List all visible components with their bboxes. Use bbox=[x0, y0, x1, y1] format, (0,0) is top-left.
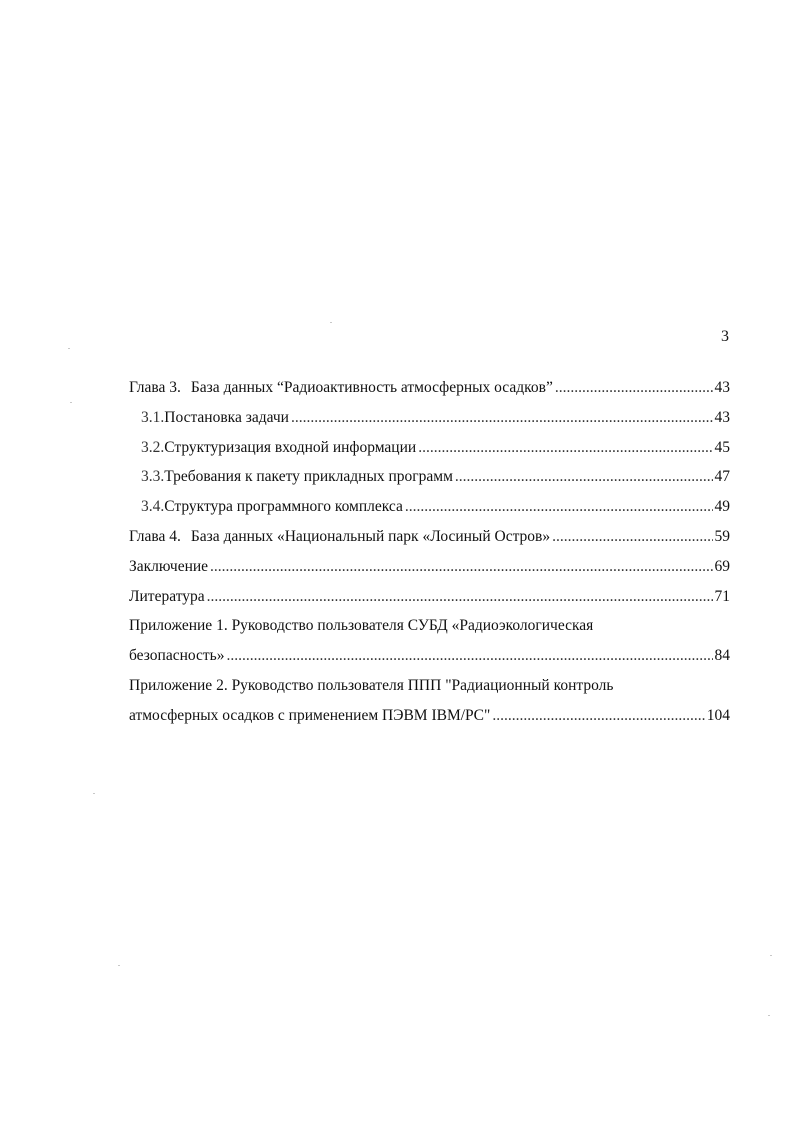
toc-entry-title: Постановка задачи bbox=[164, 408, 289, 426]
toc-entry-page: 49 bbox=[714, 498, 730, 516]
scan-speck bbox=[768, 1015, 770, 1016]
toc-entry-number: Глава 4. bbox=[129, 527, 181, 545]
dot-leader bbox=[555, 373, 713, 403]
toc-entry-literature[interactable] bbox=[129, 582, 730, 612]
toc-entry-title-line-1: Приложение 1. Руководство пользователя СУБД «Радиоэкологическая bbox=[129, 617, 594, 635]
toc-entry-title-line-1: Приложение 2. Руководство пользователя ППП "Радиационный контроль bbox=[129, 676, 614, 694]
dot-leader bbox=[210, 552, 712, 582]
toc-entry-title: Заключение bbox=[129, 557, 209, 575]
toc-entry-title: Структуризация входной информации bbox=[164, 438, 417, 456]
dot-leader bbox=[207, 582, 713, 612]
scan-speck bbox=[93, 793, 95, 794]
toc-entry-page: 71 bbox=[714, 587, 730, 605]
toc-entry-number: 3.1. bbox=[141, 408, 165, 426]
toc-entry-section-3-3[interactable] bbox=[129, 462, 730, 492]
page-number: 3 bbox=[721, 328, 729, 345]
toc-entry-page: 84 bbox=[714, 647, 730, 665]
scan-speck bbox=[68, 348, 70, 349]
dot-leader bbox=[455, 462, 713, 492]
toc-entry-page: 43 bbox=[714, 379, 730, 396]
toc-entry-page: 45 bbox=[714, 438, 730, 456]
toc-entry-appendix-2[interactable] bbox=[129, 671, 730, 731]
scan-speck bbox=[70, 402, 72, 403]
toc-entry-section-3-1[interactable] bbox=[129, 403, 730, 433]
toc-entry-number: Глава 3. bbox=[129, 379, 181, 396]
dot-leader bbox=[418, 433, 712, 463]
scan-speck bbox=[330, 322, 332, 323]
dot-leader bbox=[405, 492, 713, 522]
toc-entry-page: 59 bbox=[714, 527, 730, 545]
toc-entry-title: Структура программного комплекса bbox=[164, 498, 403, 516]
toc-entry-page: 47 bbox=[714, 468, 730, 486]
toc-entry-page: 69 bbox=[714, 557, 730, 575]
toc-entry-chapter-4[interactable] bbox=[129, 522, 730, 552]
toc-entry-title: База данных “Радиоактивность атмосферных осадков” bbox=[190, 379, 553, 396]
toc-entry-title-line-2: атмосферных осадков с применением ПЭВМ IBM/PC" bbox=[129, 706, 491, 724]
scan-speck bbox=[118, 965, 120, 966]
toc-entry-title: Требования к пакету прикладных программ bbox=[164, 468, 453, 486]
toc-entry-number: 3.3. bbox=[141, 468, 165, 486]
dot-leader bbox=[227, 641, 713, 671]
dot-leader bbox=[492, 701, 704, 731]
toc-entry-number: 3.4. bbox=[141, 498, 165, 516]
toc-entry-title: Литература bbox=[129, 587, 205, 605]
toc-entry-section-3-2[interactable] bbox=[129, 433, 730, 463]
toc-entry-appendix-1[interactable] bbox=[129, 611, 730, 671]
toc-entry-page: 43 bbox=[714, 408, 730, 426]
dot-leader bbox=[552, 522, 712, 552]
scan-speck bbox=[770, 955, 772, 956]
toc-entry-section-3-4[interactable] bbox=[129, 492, 730, 522]
dot-leader bbox=[291, 403, 713, 433]
toc-entry-conclusion[interactable] bbox=[129, 552, 730, 582]
table-of-contents bbox=[129, 373, 730, 731]
toc-entry-number: 3.2. bbox=[141, 438, 165, 456]
toc-entry-chapter-3[interactable] bbox=[129, 373, 730, 403]
toc-entry-title-line-2: безопасность» bbox=[129, 647, 225, 665]
toc-entry-title: База данных «Национальный парк «Лосиный Остров» bbox=[190, 527, 551, 545]
toc-entry-page: 104 bbox=[706, 706, 730, 724]
